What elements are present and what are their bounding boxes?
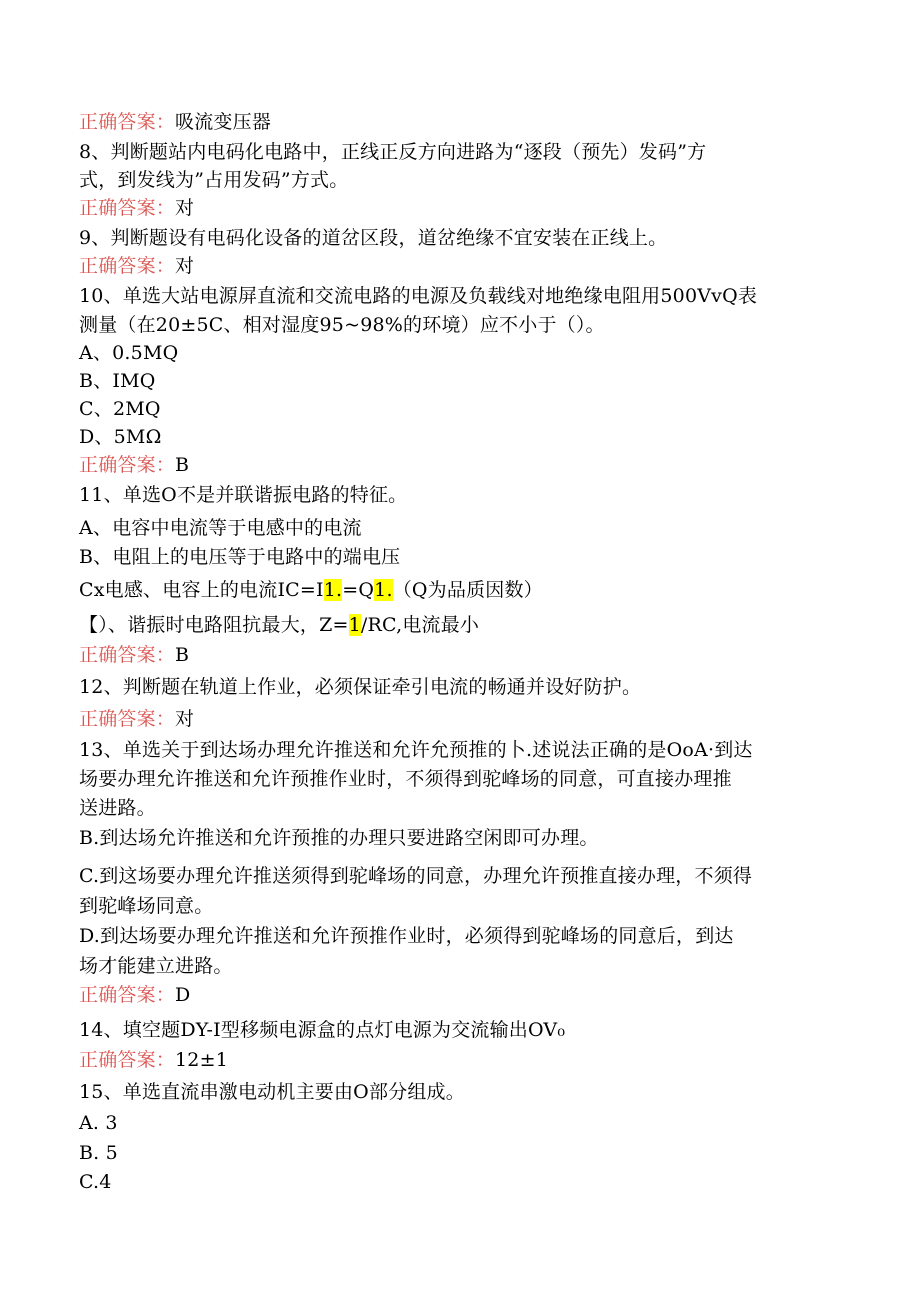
text-segment: /RC,电流最小 bbox=[360, 614, 480, 636]
option-line bbox=[79, 613, 479, 637]
answer-value: 吸流变压器 bbox=[175, 111, 272, 133]
answer-label: 正确答案： bbox=[79, 197, 176, 219]
answer-label: 正确答案： bbox=[79, 255, 176, 277]
answer-line bbox=[79, 254, 194, 278]
answer-value: B bbox=[175, 644, 190, 666]
text-line: B. 5 bbox=[79, 1142, 118, 1164]
answer-label: 正确答案： bbox=[79, 708, 176, 730]
answer-label: 正确答案： bbox=[79, 1049, 176, 1071]
answer-line bbox=[79, 983, 190, 1007]
answer-value: B bbox=[175, 454, 190, 476]
text-line: B.到达场允许推送和允许预推的办理只要进路空闲即可办理。 bbox=[79, 827, 599, 849]
text-line: 12、判断题在轨道上作业，必须保证牵引电流的畅通并设好防护。 bbox=[79, 676, 642, 698]
text-line: A、电容中电流等于电感中的电流 bbox=[79, 517, 362, 539]
text-line: 11、单选O不是并联谐振电路的特征。 bbox=[79, 484, 408, 506]
highlighted-text: 1. bbox=[323, 579, 343, 601]
text-line: D、5MΩ bbox=[79, 426, 162, 448]
text-line: 15、单选直流串激电动机主要由O部分组成。 bbox=[79, 1081, 465, 1103]
answer-value: 对 bbox=[175, 255, 195, 277]
text-line: D.到达场要办理允许推送和允许预推作业时，必须得到驼峰场的同意后，到达 bbox=[79, 925, 734, 947]
answer-line bbox=[79, 707, 194, 731]
answer-line bbox=[79, 196, 194, 220]
answer-label: 正确答案： bbox=[79, 454, 176, 476]
answer-value: D bbox=[175, 984, 191, 1006]
answer-label: 正确答案： bbox=[79, 111, 176, 133]
text-line: A、0.5MQ bbox=[79, 342, 179, 364]
answer-line bbox=[79, 643, 189, 667]
text-line: C.到这场要办理允许推送须得到驼峰场的同意，办理允许预推直接办理，不须得 bbox=[79, 865, 753, 887]
text-line: 10、单选大站电源屏直流和交流电路的电源及负载线对地绝缘电阻用500VvQ表 bbox=[79, 285, 758, 307]
answer-line bbox=[79, 1048, 228, 1072]
option-line bbox=[79, 578, 543, 602]
highlighted-text: 1. bbox=[374, 579, 393, 601]
text-line: 13、单选关于到达场办理允许推送和允许允预推的卜.述说法正确的是OoA·到达 bbox=[79, 739, 753, 761]
text-line: B、IMQ bbox=[79, 370, 156, 392]
text-line: 14、填空题DY-I型移频电源盒的点灯电源为交流输出OV₀ bbox=[79, 1019, 566, 1041]
text-line: C.4 bbox=[79, 1171, 112, 1193]
highlighted-text: 1 bbox=[348, 614, 361, 636]
text-line: 场要办理允许推送和允许预推作业时，不须得到驼峰场的同意，可直接办理推 bbox=[79, 768, 732, 790]
text-line: 式，到发线为”占用发码”方式。 bbox=[79, 169, 349, 191]
text-line: 场才能建立进路。 bbox=[79, 955, 233, 977]
answer-value: 对 bbox=[175, 708, 195, 730]
text-line: A. 3 bbox=[79, 1112, 118, 1134]
text-segment: =Q bbox=[342, 579, 375, 601]
answer-line bbox=[79, 110, 271, 134]
text-line: 到驼峰场同意。 bbox=[79, 895, 214, 917]
answer-label: 正确答案： bbox=[79, 984, 176, 1006]
text-line: 8、判断题站内电码化电路中，正线正反方向进路为“逐段（预先）发码”方 bbox=[79, 141, 707, 163]
text-segment: 【）、谐振时电路阻抗最大，Z= bbox=[79, 614, 349, 636]
text-line: C、2MQ bbox=[79, 398, 161, 420]
answer-value: 12±1 bbox=[175, 1049, 229, 1071]
answer-line bbox=[79, 453, 189, 477]
text-line: 送进路。 bbox=[79, 797, 156, 819]
answer-value: 对 bbox=[175, 197, 195, 219]
text-line: 测量（在20±5C、相对湿度95~98%的环境）应不小于（）。 bbox=[79, 314, 605, 336]
text-line: 9、判断题设有电码化设备的道岔区段，道岔绝缘不宜安装在正线上。 bbox=[79, 227, 668, 249]
answer-label: 正确答案： bbox=[79, 644, 176, 666]
text-line: B、电阻上的电压等于电路中的端电压 bbox=[79, 546, 401, 568]
text-segment: （Q为品质因数） bbox=[392, 579, 543, 601]
text-segment: Cx电感、电容上的电流IC=I bbox=[79, 579, 324, 601]
